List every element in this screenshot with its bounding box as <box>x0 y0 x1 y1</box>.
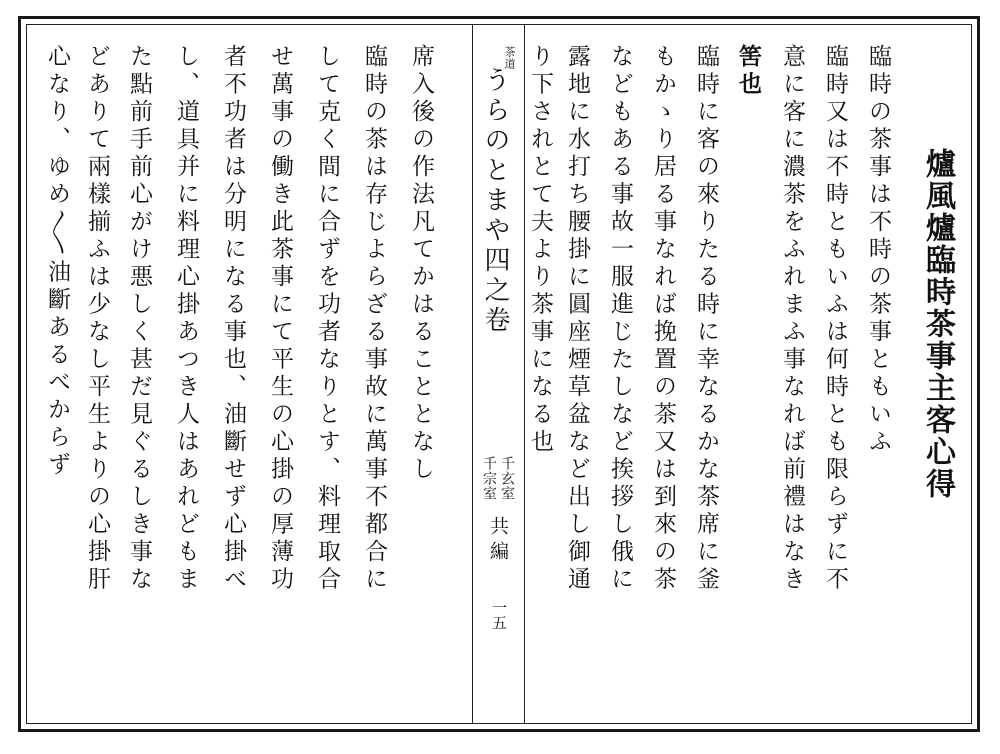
right-page-column-9: り下されとて夫より茶事になる也 <box>527 44 553 457</box>
left-page-column-7: た點前手前心がけ悪しく甚だ見ぐるしき事な <box>126 44 152 594</box>
right-page-column-1: 臨時の茶事は不時の茶事ともいふ <box>865 44 891 457</box>
left-page-column-9: 心なり、ゆめ〱油斷あるべからず <box>44 44 70 480</box>
right-page-column-2: 臨時又は不時ともいふは何時とも限らずに不 <box>822 44 848 594</box>
left-page-column-3: して克く間に合ずを功者なりとす、料理取合 <box>314 44 340 594</box>
left-page-column-6: し、道具并に料理心掛あつき人はあれどもま <box>173 44 199 594</box>
gutter-line-right <box>524 24 525 724</box>
series-label: 茶道 <box>503 46 516 70</box>
left-page-column-5: 者不功者は分明になる事也、油斷せず心掛べ <box>220 44 246 594</box>
right-page-column-6: もかゝり居る事なれば挽置の茶又は到來の茶 <box>650 44 676 594</box>
left-page-column-8: どありて兩樣揃ふは少なし平生よりの心掛肝 <box>84 44 110 594</box>
gutter-line-left <box>472 24 473 724</box>
right-page-column-8: 露地に水打ち腰掛に圓座煙草盆など出し御通 <box>564 44 590 594</box>
right-page-title: 爐風爐臨時茶事主客心得 <box>920 148 955 500</box>
right-page-column-4: 筈也 <box>735 44 762 99</box>
page-number: 一五 <box>490 600 508 630</box>
author-senno-soshitsu: 千宗室 <box>481 456 497 501</box>
left-page-column-4: せ萬事の働き此茶事にて平生の心掛の厚薄功 <box>267 44 293 594</box>
left-page-column-2: 臨時の茶は存じよらざる事故に萬事不都合に <box>361 44 387 594</box>
left-page-column-1: 席入後の作法凡てかはることとなし <box>408 44 434 484</box>
right-page-column-3: 意に客に濃茶をふれまふ事なれば前禮はなき <box>779 44 805 594</box>
author-senno-genshitsu: 千玄室 <box>499 456 515 501</box>
right-page-column-5: 臨時に客の來りたる時に幸なるかな茶席に釜 <box>693 44 719 594</box>
compiled-label: 共編 <box>487 516 509 566</box>
book-title: うらのとまや四之卷 <box>480 66 510 336</box>
right-page-column-7: などもある事故一服進じたしなど挨拶し俄に <box>607 44 633 594</box>
